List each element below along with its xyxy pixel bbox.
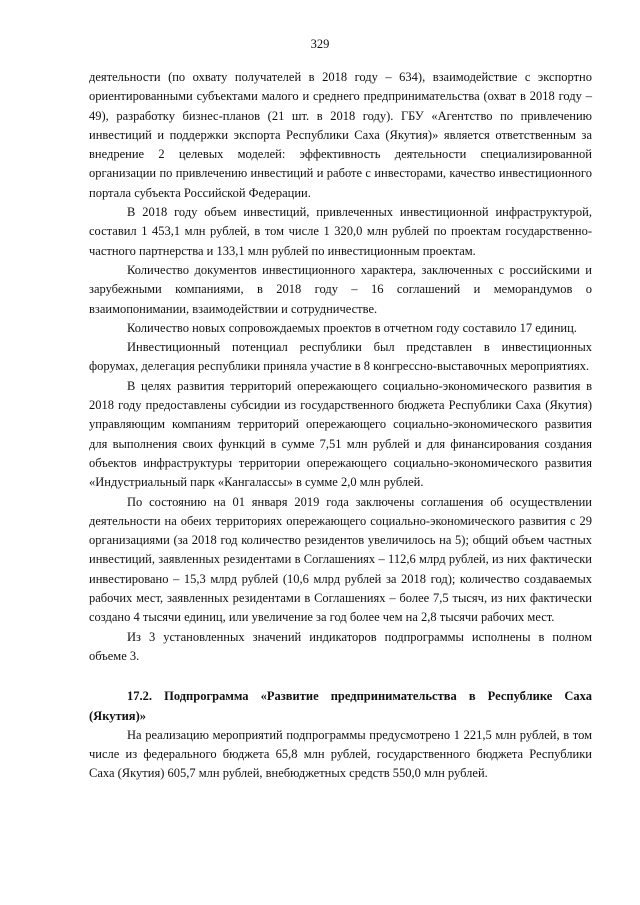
section-heading: 17.2. Подпрограмма «Развитие предпринимательства в Республике Саха (Якутия)» bbox=[89, 689, 592, 723]
paragraph-forums: Инвестиционный потенциал республики был представлен в инвестиционных форумах, делегация республики приняла участие в 8 конгрессно-выставочных мероприятиях. bbox=[89, 340, 592, 374]
paragraph-agreements: Количество документов инвестиционного характера, заключенных с российскими и зарубежными компаниями, в 2018 году – 16 соглашений и меморандумов о взаимопонимании, взаимодействии и сотрудничестве. bbox=[89, 262, 592, 316]
document-body bbox=[89, 68, 592, 784]
paragraph-continuation: деятельности (по охвату получателей в 2018 году – 634), взаимодействие с экспортно ориентированными субъектами малого и среднего предпринимательства (охват в 2018 году – 49), разработку бизнес-планов (21 шт. в 2018 году). ГБУ «Агентство по привлечению инвестиций и поддержки экспорта Республики Саха (Якутия)» является ответственным за внедрение 2 целевых моделей: эффективность деятельности специализированной организации по привлечению инвестиций и работе с инвесторами, качество инвестиционного портала субъекта Российской Федерации. bbox=[89, 70, 592, 200]
paragraph-residents: По состоянию на 01 января 2019 года заключены соглашения об осуществлении деятельности на обеих территориях опережающего социально-экономического развития с 29 организациями (за 2018 год количество резидентов увеличилось на 5); общий объем частных инвестиций, заявленных резидентами в Соглашениях – 112,6 млрд рублей, из них фактически инвестировано – 15,3 млрд рублей (10,6 млрд рублей за 2018 год); количество создаваемых рабочих мест, заявленных резидентами в Соглашениях – более 7,5 тысяч, из них фактически создано 4 тысячи единиц, или увеличение за год более чем на 2,8 тысячи рабочих мест. bbox=[89, 494, 592, 625]
paragraph-investment-volume: В 2018 году объем инвестиций, привлеченных инвестиционной инфраструктурой, составил 1 453,1 млн рублей, в том числе 1 320,0 млн рублей по проектам государственно-частного партнерства и 133,1 млн рублей по инвестиционным проектам. bbox=[89, 205, 592, 258]
paragraph-indicators: Из 3 установленных значений индикаторов подпрограммы исполнены в полном объеме 3. bbox=[89, 629, 592, 663]
paragraph-subprogram-funding: На реализацию мероприятий подпрограммы предусмотрено 1 221,5 млн рублей, в том числе из федерального бюджета 65,8 млн рублей, государственного бюджета Республики Саха (Якутия) 605,7 млн рублей, внебюджетных средств 550,0 млн рублей. bbox=[89, 727, 592, 781]
paragraph-new-projects: Количество новых сопровождаемых проектов в отчетном году составило 17 единиц. bbox=[127, 320, 577, 335]
page-number: 329 bbox=[310, 37, 330, 51]
paragraph-territories-subsidies: В целях развития территорий опережающего социально-экономического развития в 2018 году предоставлены субсидии из государственного бюджета Республики Саха (Якутия) управляющим компаниям территорий опережающего социально-экономического развития для выполнения своих функций в сумме 7,51 млн рублей и для финансирования создания объектов инфраструктуры территории опережающего социально-экономического развития «Индустриальный парк «Кангалассы» в сумме 2,0 млн рублей. bbox=[89, 378, 592, 490]
